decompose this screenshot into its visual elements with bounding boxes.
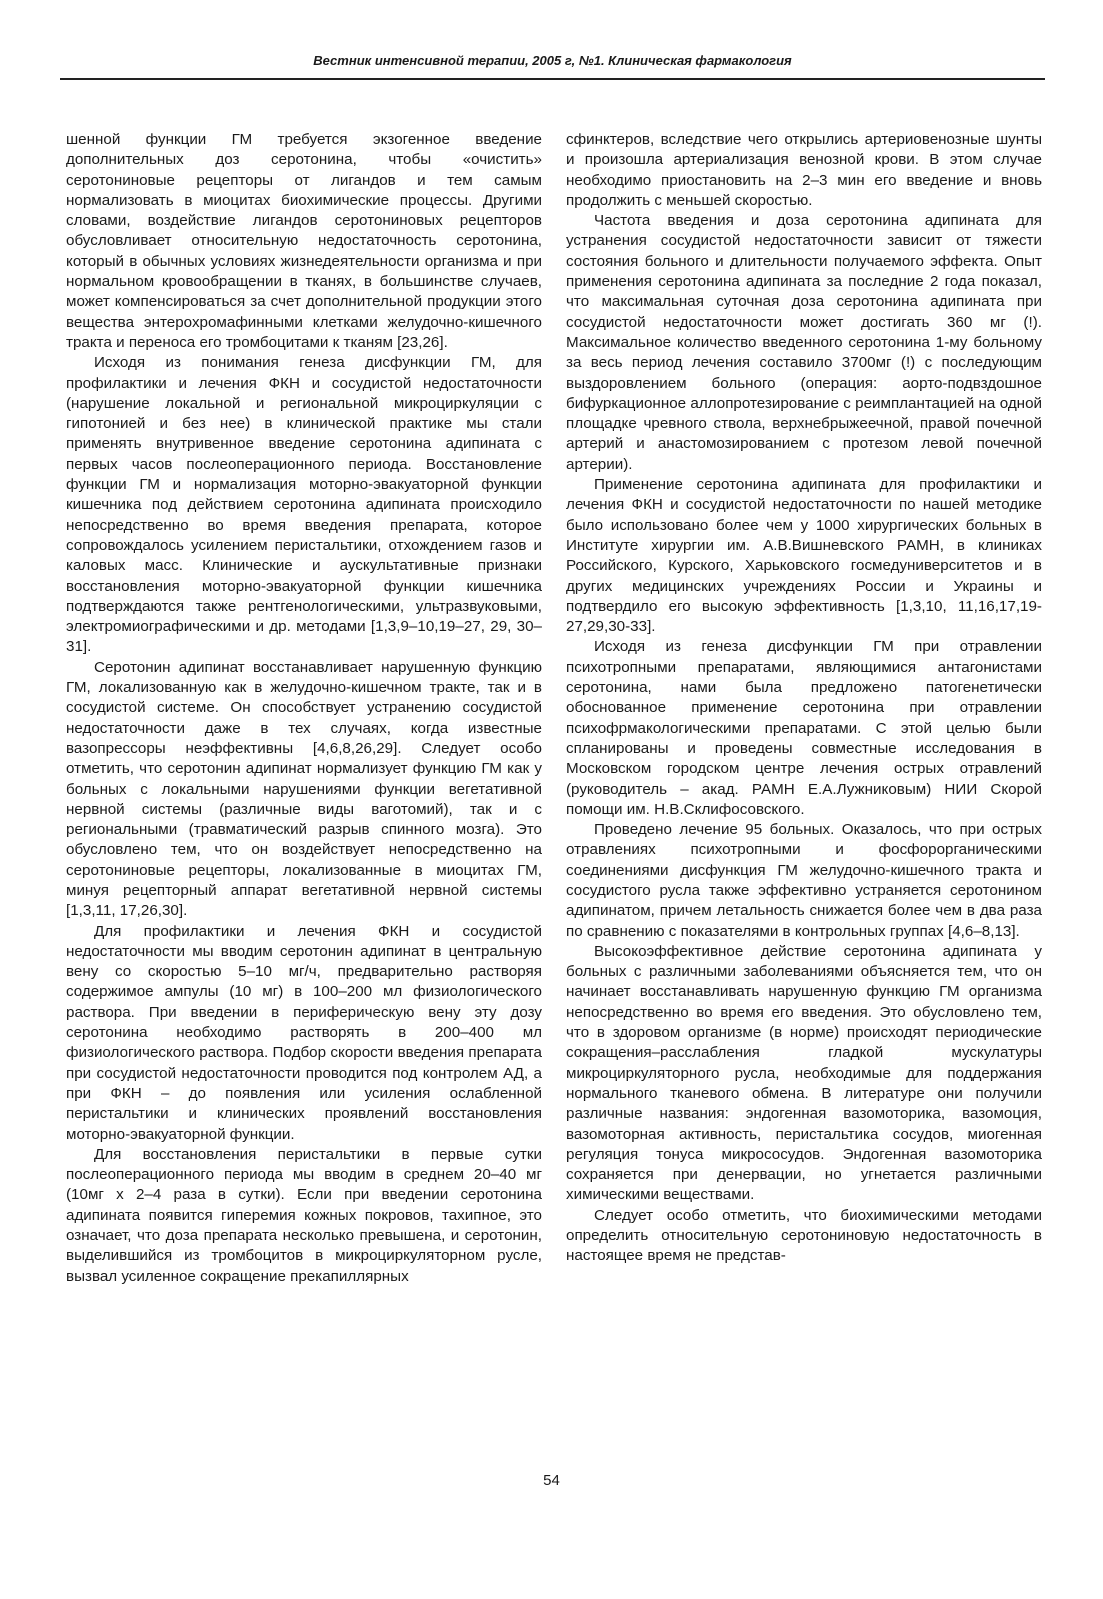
running-header: Вестник интенсивной терапии, 2005 г, №1. Клиническая фармакология [313,53,792,68]
right-column [566,130,1042,1267]
paragraph: Частота введения и доза серотонина адипината для устранения сосудистой недостаточности зависит от тяжести состояния больного и длительности получаемого эффекта. Опыт применения серотонина адипината за последние 2 года показал, что максимальная суточная доза серотонина адипината при сосудистой недостаточности может достигать 360 мг (!). Максимальное количество введенного серотонина 1-му больному за весь период лечения составило 3700мг (!) с последующим выздоровлением больного (операция: аорто-подвздошное бифуркационное аллопротезирование с реимплантацией на одной площадке чревного ствола, верхнебрыжеечной, правой почечной артерий и анастомозированием с протезом левой почечной артерии). [566,212,1042,473]
paragraph: Применение серотонина адипината для профилактики и лечения ФКН и сосудистой недостаточности по нашей методике было использовано более чем у 1000 хирургических больных в Институте хирургии им. А.В.Вишневского РАМН, в клиниках Российского, Курского, Харьковского госмедуниверситетов и в других медицинских учреждениях России и Украины и подтвердило его высокую эффективность [1,3,10, 11,16,17,19-27,29,30-33]. [566,476,1042,636]
paragraph: сфинктеров, вследствие чего открылись артериовенозные шунты и произошла артериализация венозной крови. В этом случае необходимо приостановить на 2–3 мин его введение и вновь продолжить с меньшей скоростью. [566,131,1042,209]
header-rule [60,78,1045,80]
page-number: 54 [543,1472,560,1489]
paragraph: Проведено лечение 95 больных. Оказалось, что при острых отравлениях психотропными и фосфорорганическими соединениями дисфункция ГМ желудочно-кишечного тракта и сосудистого русла также эффективно устраняется серотонином адипинатом, причем летальность снижается более чем в два раза по сравнению с показателями в контрольных группах [4,6–8,13]. [566,821,1042,940]
paragraph: Серотонин адипинат восстанавливает нарушенную функцию ГМ, локализованную как в желудочно-кишечном тракте, так и в сосудистой системе. Он способствует устранению сосудистой недостаточности даже в тех случаях, когда известные вазопрессоры неэффективны [4,6,8,26,29]. Следует особо отметить, что серотонин адипинат нормализует функцию ГМ как у больных с локальными нарушениями функции вегетативной нервной системы (различные виды ваготомий), так и с региональными (травматический разрыв спинного мозга). Это обусловлено тем, что он воздействует непосредственно на серотониновые рецепторы, локализованные в миоцитах ГМ, минуя рецепторный аппарат вегетативной нервной системы [1,3,11, 17,26,30]. [66,658,542,920]
left-column [66,130,542,1287]
paragraph: Исходя из понимания генеза дисфункции ГМ, для профилактики и лечения ФКН и сосудистой недостаточности (нарушение локальной и региональной микроциркуляции с гипотонией и без нее) в клинической практике мы стали применять внутривенное введение серотонина адипината с первых часов послеоперационного периода. Восстановление функции ГМ и нормализация моторно-эвакуаторной функции кишечника под действием серотонина адипината происходило непосредственно во время введения препарата, которое сопровождалось усилением перистальтики, отхождением газов и каловых масс. Клинические и аускультативные признаки восстановления моторно-эвакуаторной функции кишечника подтверждаются также рентгенологическими, ультразвуковыми, электромиографическими и др. методами [1,3,9–10,19–27, 29, 30–31]. [66,354,542,656]
paragraph: Для профилактики и лечения ФКН и сосудистой недостаточности мы вводим серотонин адипинат в центральную вену со скоростью 5–10 мг/ч, предварительно растворяя содержимое ампулы (10 мг) в 100–200 мл физиологического раствора. При введении в периферическую вену эту дозу серотонина необходимо растворять в 200–400 мл физиологического раствора. Подбор скорости введения препарата при сосудистой недостаточности проводится под контролем АД, а при ФКН – до появления или усиления ослабленной перистальтики и клинических проявлений восстановления моторно-эвакуаторной функции. [66,922,542,1143]
paragraph: Высокоэффективное действие серотонина адипината у больных с различными заболеваниями объясняется тем, что он начинает восстанавливать нарушенную функцию ГМ организма непосредственно во время его введения. Это обусловлено тем, что в здоровом организме (в норме) происходят периодические сокращения–расслабления гладкой мускулатуры микроциркуляторного русла, необходимые для поддержания нормального тканевого обмена. В литературе они получили различные названия: эндогенная вазомоторика, вазомоция, вазомоторная активность, перистальтика сосудов, миогенная регуляция тонуса микрососудов. Эндогенная вазомоторика сохраняется при денервации, но угнетается различными химическими веществами. [566,942,1042,1204]
paragraph: Следует особо отметить, что биохимическими методами определить относительную серотониновую недостаточность в настоящее время не представ- [566,1206,1042,1265]
paragraph: шенной функции ГМ требуется экзогенное введение дополнительных доз серотонина, чтобы «очистить» серотониновые рецепторы от лигандов и тем самым нормализовать в миоцитах биохимические процессы. Другими словами, воздействие лигандов серотониновых рецепторов обусловливает относительную недостаточность серотонина, который в обычных условиях жизнедеятельности организма и при нормальном кровообращении в тканях, в большинстве случаев, может компенсироваться за счет дополнительной продукции этого вещества энтерохромафинными клетками желудочно-кишечного тракта и переноса его тромбоцитами к тканям [23,26]. [66,131,542,351]
paragraph: Для восстановления перистальтики в первые сутки послеоперационного периода мы вводим в среднем 20–40 мг (10мг х 2–4 раза в сутки). Если при введении серотонина адипината появится гиперемия кожных покровов, тахипное, это означает, что доза препарата несколько превышена, и серотонин, выделившийся из тромбоцитов в микроциркуляторном русле, вызвал усиленное сокращение прекапиллярных [66,1145,542,1285]
paragraph: Исходя из генеза дисфункции ГМ при отравлении психотропными препаратами, являющимися антагонистами серотонина, нами была предложено патогенетически обоснованное применение серотонина при отравлении психофрмакологическими препаратами. С этой целью были спланированы и проведены совместные исследования в Московском городском центре лечения острых отравлений (руководитель – акад. РАМН Е.А.Лужниковым) НИИ Скорой помощи им. Н.В.Склифосовского. [566,638,1042,818]
